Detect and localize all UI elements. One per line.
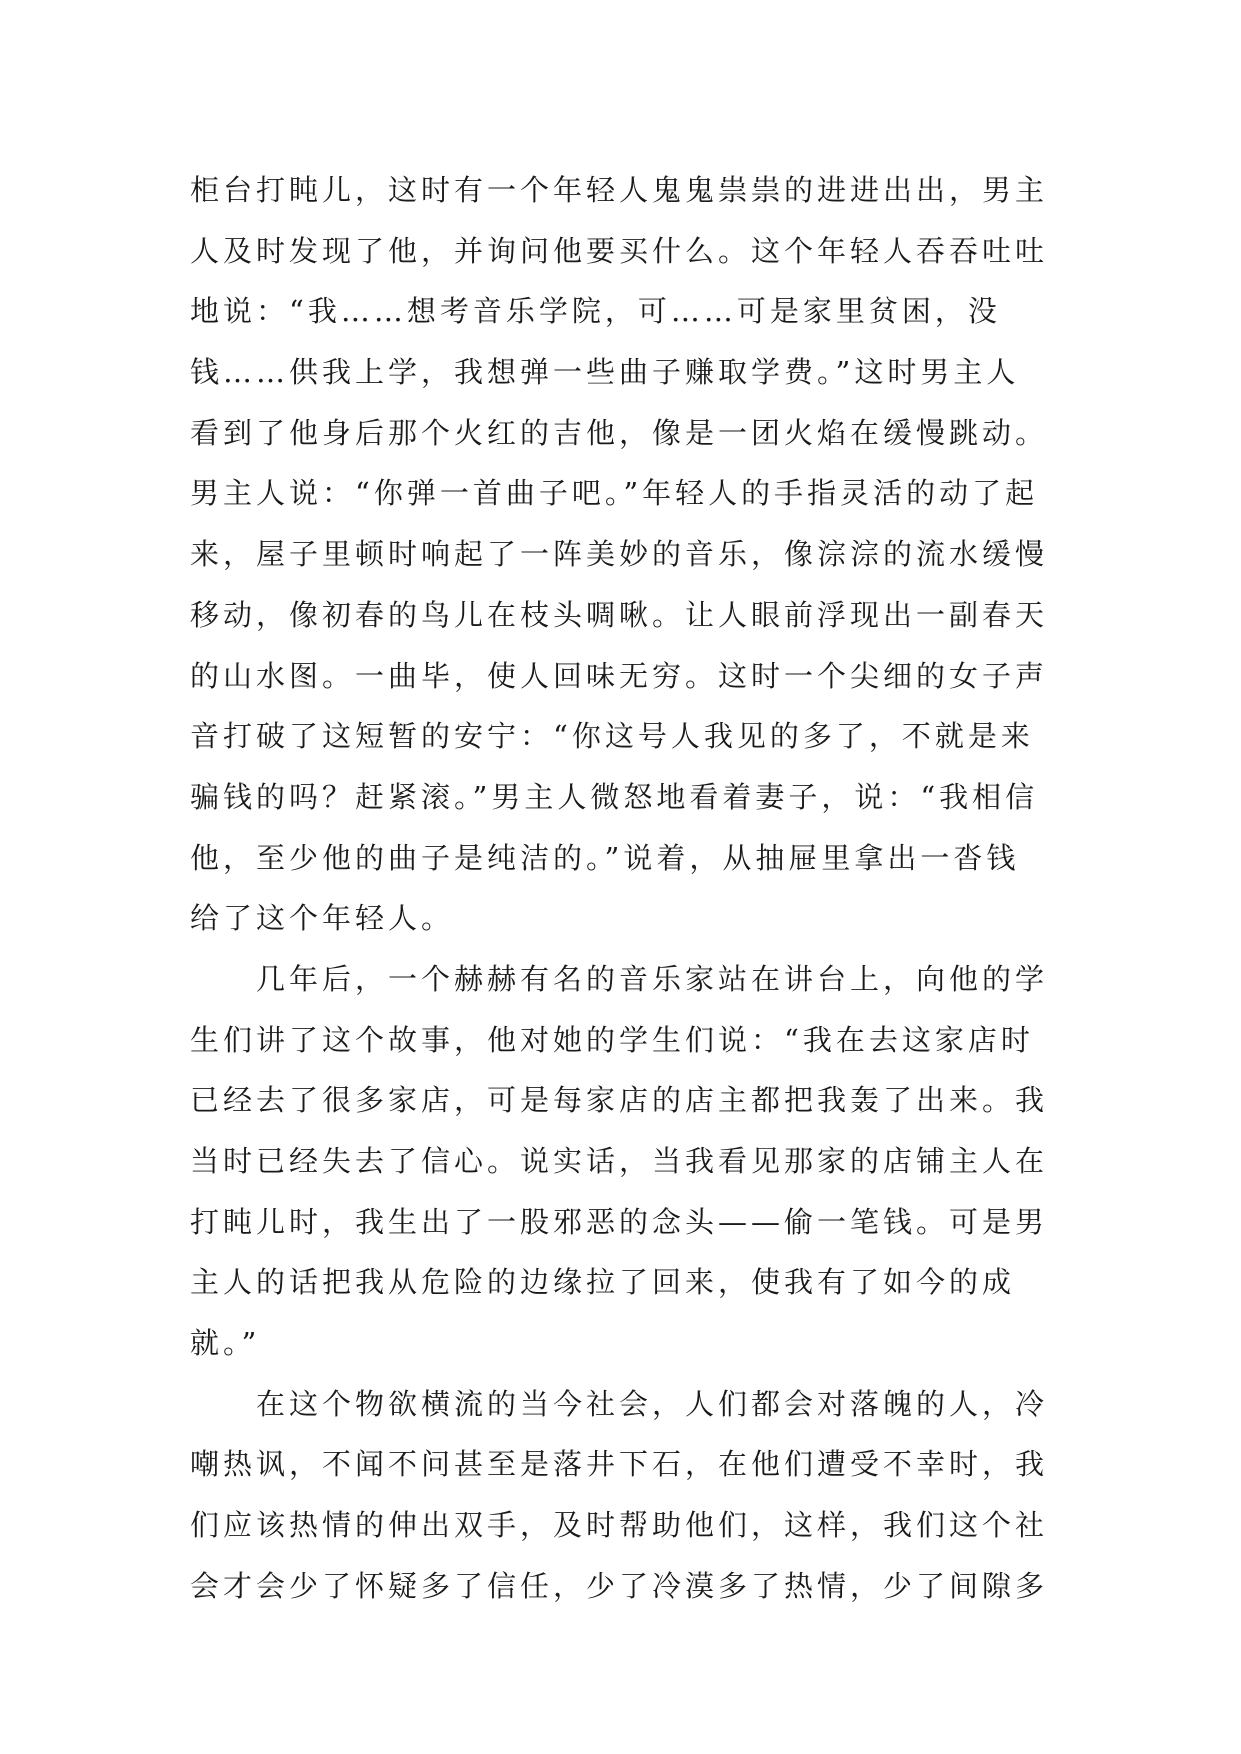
text-line: 会才会少了怀疑多了信任，少了冷漠多了热情，少了间隙多 [190,1568,1049,1603]
text-line: 就。” [190,1326,261,1361]
document-body [190,160,1070,1617]
text-line: 主人的话把我从危险的边缘拉了回来，使我有了如今的成 [190,1265,1016,1300]
text-line: 嘲热讽，不闻不问甚至是落井下石，在他们遭受不幸时，我 [190,1447,1049,1482]
text-line: 来，屋子里顿时响起了一阵美妙的音乐，像淙淙的流水缓慢 [190,537,1049,572]
text-line: 打盹儿时，我生出了一股邪恶的念头——偷一笔钱。可是男 [190,1204,1049,1239]
text-line: 骗钱的吗？赶紧滚。”男主人微怒地看着妻子，说：“我相信 [190,779,1039,814]
text-line: 当时已经失去了信心。说实话，当我看见那家的店铺主人在 [190,1144,1049,1178]
text-line: 看到了他身后那个火红的吉他，像是一团火焰在缓慢跳动。 [190,415,1049,450]
text-line: 生们讲了这个故事，他对她的学生们说：“我在去这家店时 [190,1022,1034,1057]
text-line: 人及时发现了他，并询问他要买什么。这个年轻人吞吞吐吐 [190,233,1049,268]
text-line: 他，至少他的曲子是纯洁的。”说着，从抽屉里拿出一沓钱 [190,840,1020,875]
text-line: 已经去了很多家店，可是每家店的店主都把我轰了出来。我 [190,1083,1049,1118]
text-line: 音打破了这短暂的安宁：“你这号人我见的多了，不就是来 [190,719,1034,754]
text-line: 地说：“我……想考音乐学院，可……可是家里贫困，没 [190,294,1001,329]
text-line: 移动，像初春的鸟儿在枝头啁啾。让人眼前浮现出一副春天 [190,597,1049,632]
text-line: 男主人说：“你弹一首曲子吧。”年轻人的手指灵活的动了起 [190,476,1039,511]
text-line: 柜台打盹儿，这时有一个年轻人鬼鬼祟祟的进进出出，男主 [190,173,1049,207]
text-line: 钱……供我上学，我想弹一些曲子赚取学费。”这时男主人 [190,355,1020,390]
paragraph-first-line: 在这个物欲横流的当今社会，人们都会对落魄的人，冷 [256,1386,1049,1421]
text-line: 给了这个年轻人。 [190,901,455,936]
paragraph-first-line: 几年后，一个赫赫有名的音乐家站在讲台上，向他的学 [256,961,1049,996]
text-line: 们应该热情的伸出双手，及时帮助他们，这样，我们这个社 [190,1508,1049,1543]
text-line: 的山水图。一曲毕，使人回味无穷。这时一个尖细的女子声 [190,658,1049,693]
